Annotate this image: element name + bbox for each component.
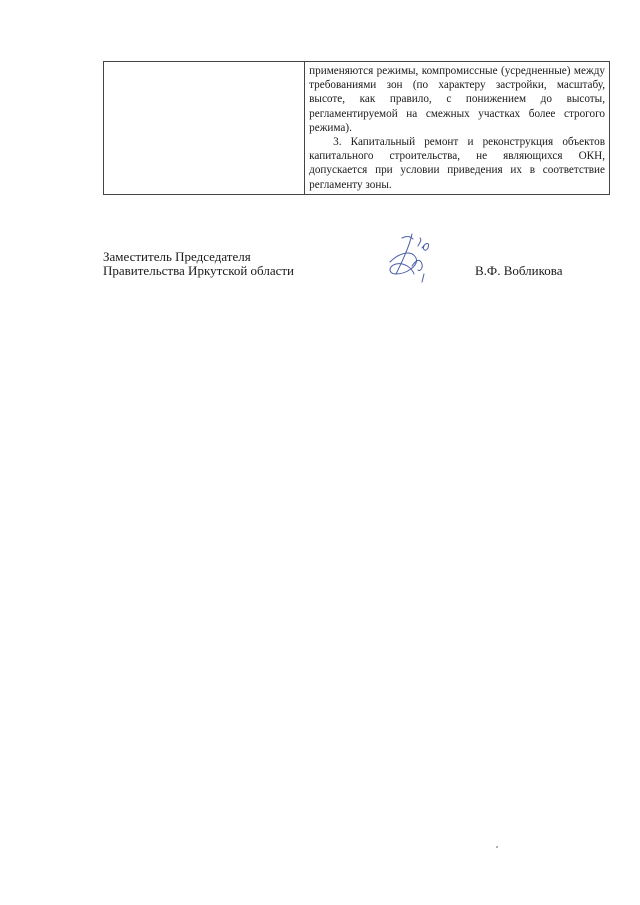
scan-speck <box>496 846 498 848</box>
handwritten-signature <box>382 228 438 288</box>
regulation-table <box>103 61 610 195</box>
signature-block <box>103 250 613 278</box>
signer-name: В.Ф. Вобликова <box>475 263 563 278</box>
regime-paragraph: применяются режимы, компромиссные (усредненные) между требованиями зон (по характеру застройки, масштабу, высоте, как правило, с понижением до высоты, регламентируемой на смежных участках более строгого режима). <box>309 65 605 134</box>
table-cell-left <box>104 62 305 195</box>
table-row <box>104 62 610 195</box>
table-cell-right <box>305 62 610 195</box>
signer-position-line-2: Правительства Иркутской области <box>103 263 295 278</box>
signer-position-line-1: Заместитель Председателя <box>103 249 251 264</box>
repair-paragraph: 3. Капитальный ремонт и реконструкция объектов капитального строительства, не являющихся ОКН, допускается при условии приведения их в соответствие регламенту зоны. <box>309 136 605 191</box>
